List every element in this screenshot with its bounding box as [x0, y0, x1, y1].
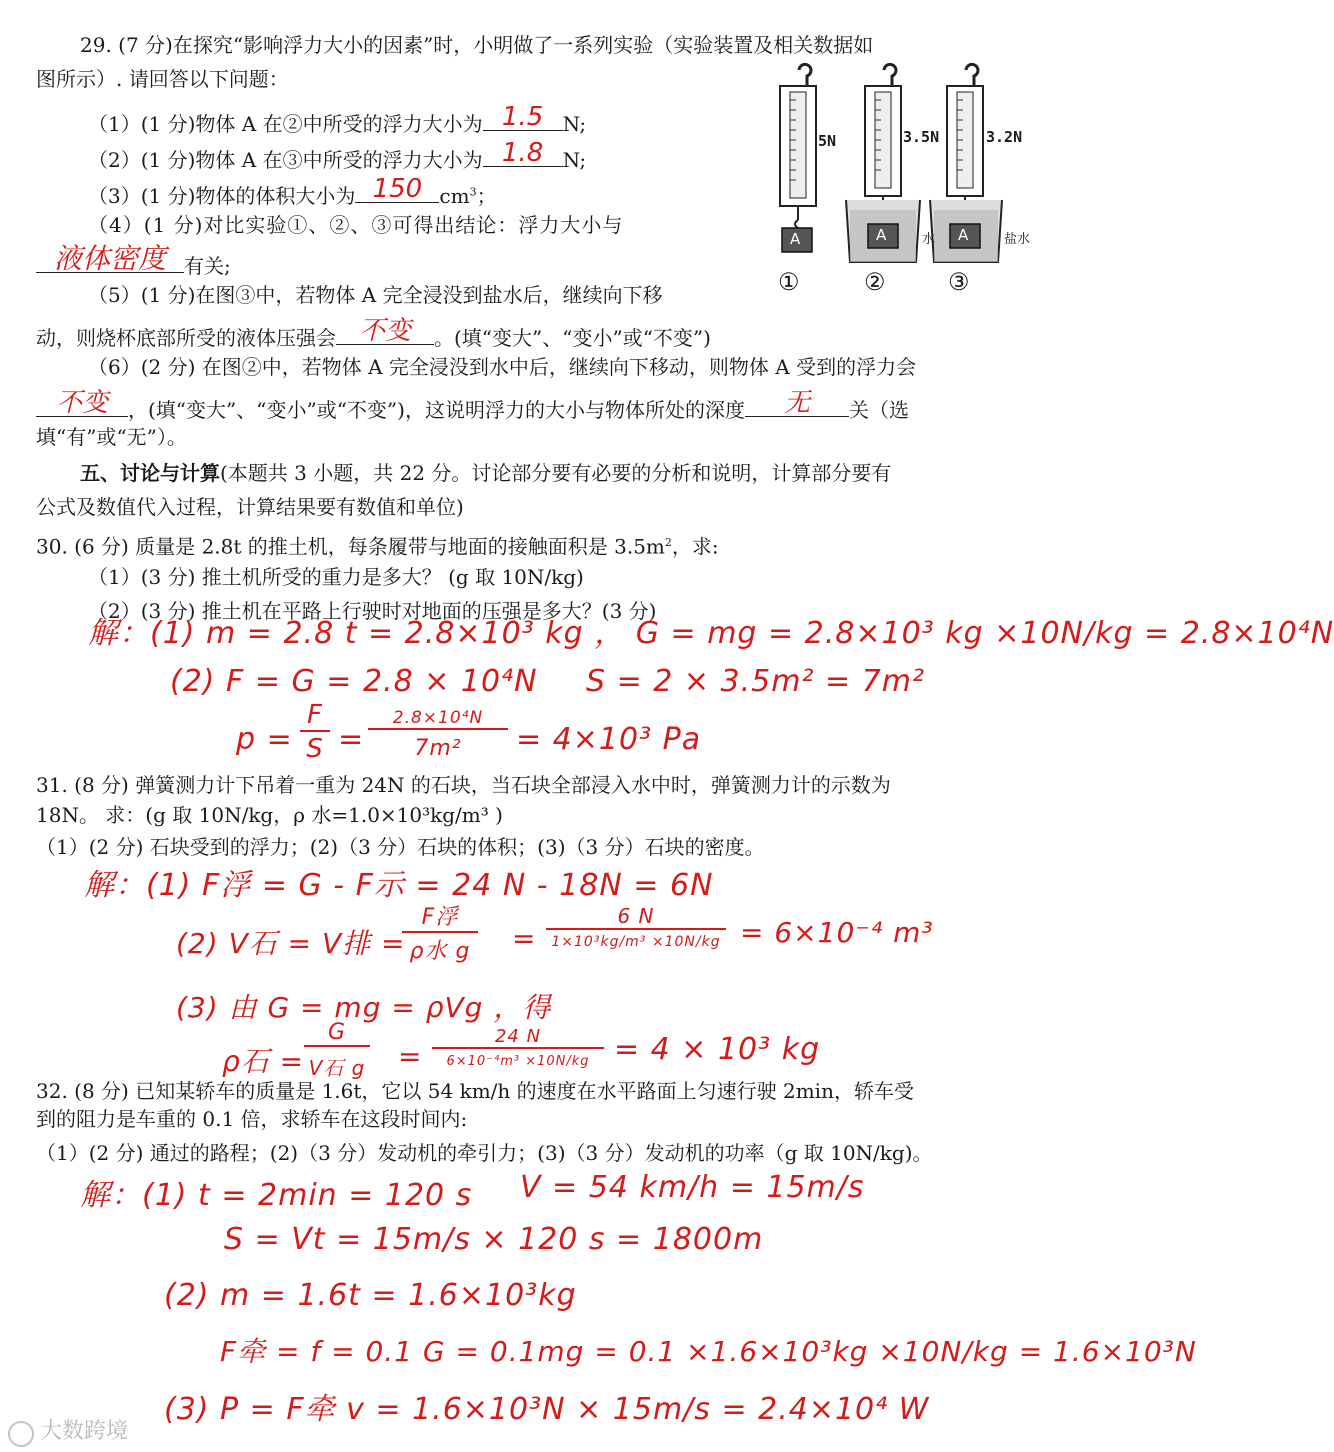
q29-sub6-text: ，(填“变大”、“变小”或“不变”)，这说明浮力的大小与物体所处的深度	[128, 398, 745, 422]
q29-sub5-line2	[36, 318, 711, 351]
q32-subs: （1）(2 分) 通过的路程；(2)（3 分）发动机的牵引力；(3)（3 分）发动机的功率（g 取 10N/kg)。	[36, 1141, 933, 1165]
q30-stem	[36, 530, 719, 560]
q29-sub5-tail: 。(填“变大”、“变小”或“不变”)	[434, 326, 711, 350]
q30-hw-eq: =	[338, 722, 365, 757]
q31-hw-frac4-num: 24 N	[432, 1026, 604, 1049]
q32-stem-line2: 到的阻力是车重的 0.1 倍，求轿车在这段时间内:	[36, 1107, 468, 1131]
q29-sub2-text: （2）(1 分)物体 A 在③中所受的浮力大小为	[88, 148, 483, 172]
q32-hw-line5: (3) P = F牵 v = 1.6×10³N × 15m/s = 2.4×10⁴ W	[164, 1392, 930, 1427]
q32-hw-line1: 解：(1) t = 2min = 120 s	[80, 1178, 473, 1213]
q31-hw-frac3-den: V石 g	[308, 1056, 366, 1080]
q29-sub3-tail: ；	[476, 184, 497, 208]
spring-scale-1	[780, 64, 816, 252]
q31-hw-frac3-num: G	[304, 1020, 370, 1047]
q30-hw-p-lhs: p =	[236, 722, 293, 757]
block-a-label-3: A	[958, 226, 969, 244]
q29-sub5-text: 动，则烧杯底部所受的液体压强会	[36, 326, 336, 350]
q29-sub1-answer: 1.5	[501, 102, 544, 132]
section5-title: 五、讨论与计算	[80, 461, 220, 485]
block-a-label-2: A	[876, 226, 887, 244]
q29-sub4-blank	[36, 242, 184, 275]
q29-sub6-line3: 填“有”或“无”）。	[36, 425, 187, 449]
q31-hw-frac1-den: ρ水 g	[409, 939, 471, 964]
q29-sub2-answer: 1.8	[501, 138, 544, 168]
q30-stem-text: 30. (6 分) 质量是 2.8t 的推土机，每条履带与地面的接触面积是 3.5m	[36, 534, 665, 559]
q29-stem-line2: 图所示）. 请回答以下问题：	[36, 67, 289, 91]
section5-desc-line2: 公式及数值代入过程，计算结果要有数值和单位)	[36, 495, 464, 519]
q31-stem-line1: 31. (8 分) 弹簧测力计下吊着一重为 24N 的石块，当石块全部浸入水中时，弹簧测力计的示数为	[36, 773, 891, 797]
watermark-text: 大数跨境	[40, 1419, 129, 1444]
q29-sub2-unit: N;	[562, 148, 587, 172]
spring-scale-figure	[766, 62, 1052, 302]
q30-stem-tail: ，求:	[671, 534, 719, 559]
q30-hw-line2: (2) F = G = 2.8 × 10⁴N	[170, 664, 538, 699]
q31-hw-v-lhs: (2) V石 = V排 =	[176, 927, 406, 960]
salt-water-label: 盐水	[1004, 232, 1031, 247]
section5-header	[80, 460, 891, 486]
q30-hw-frac2-num: 2.8×10⁴N	[368, 708, 508, 730]
q31-hw-line3: (3) 由 G = mg = ρVg ，得	[176, 991, 552, 1024]
q32-hw-line2: S = Vt = 15m/s × 120 s = 1800m	[224, 1222, 764, 1257]
q31-hw-frac2-den: 1×10³kg/m³ ×10N/kg	[551, 934, 721, 950]
q29-stem-line1: 29. (7 分)在探究“影响浮力大小的因素”时，小明做了一系列实验（实验装置及相关数据如	[80, 33, 874, 57]
q29-sub6-blank2	[745, 390, 849, 417]
q29-sub6-answer1: 不变	[55, 388, 108, 418]
scale3-reading: 3.2N	[986, 128, 1023, 146]
q29-sub3-unit: cm	[439, 184, 470, 208]
q30-sub2: （2）(3 分) 推土机在平路上行驶时对地面的压强是多大？(3 分)	[88, 599, 657, 623]
q32-stem-line1: 32. (8 分) 已知某轿车的质量是 1.6t，它以 54 km/h 的速度在水平路面上匀速行驶 2min，轿车受	[36, 1079, 914, 1103]
q31-stem-line2: 18N。 求：(g 取 10N/kg，ρ 水=1.0×10³kg/m³ )	[36, 803, 503, 827]
q30-sub1: （1）(3 分) 推土机所受的重力是多大？ (g 取 10N/kg)	[88, 565, 584, 589]
q32-hw-line3: (2) m = 1.6t = 1.6×10³kg	[164, 1278, 577, 1313]
watermark-logo-icon	[8, 1421, 34, 1447]
q29-sub1-unit: N;	[562, 112, 587, 136]
q29-sub6-answer2: 无	[783, 388, 810, 418]
q30-stem-sup: 2	[664, 536, 672, 549]
q29-sub3-blank	[355, 176, 439, 203]
q29-sub1-text: （1）(1 分)物体 A 在②中所受的浮力大小为	[88, 112, 483, 136]
q31-hw-eq1: =	[512, 922, 537, 955]
q32-hw-line1b: V = 54 km/h = 15m/s	[520, 1170, 865, 1205]
q31-hw-frac2-num: 6 N	[546, 904, 726, 930]
q32-hw-line4: F牵 = f = 0.1 G = 0.1mg = 0.1 ×1.6×10³kg ×10N/kg = 1.6×10³N	[220, 1335, 1197, 1368]
section5-desc-line1: (本题共 3 小题，共 22 分。讨论部分要有必要的分析和说明，计算部分要有	[220, 461, 892, 485]
q30-hw-line2b: S = 2 × 3.5m² = 7m²	[586, 664, 926, 699]
scale1-reading: 5N	[818, 132, 837, 150]
figure-number-2: ②	[864, 268, 886, 296]
q29-sub4-tail: 有关;	[184, 254, 231, 278]
q30-hw-line1: 解：(1) m = 2.8 t = 2.8×10³ kg ， G = mg = 2.8×10³ kg ×10N/kg = 2.8×10⁴N	[88, 616, 1334, 651]
q31-hw-volume-result: = 6×10⁻⁴ m³	[740, 916, 934, 949]
q29-sub1-blank	[483, 104, 563, 131]
figure-number-3: ③	[948, 268, 970, 296]
q29-sub4-answer: 液体密度	[53, 242, 166, 275]
figure-number-1: ①	[778, 268, 800, 296]
q29-sub3-unit-sup: 3	[469, 185, 477, 199]
watermark	[8, 1414, 128, 1447]
q30-hw-frac1-den: S	[306, 734, 324, 764]
q29-sub3-answer: 150	[372, 174, 423, 204]
q29-sub2	[88, 140, 586, 173]
q29-sub5-blank	[336, 318, 434, 345]
q31-hw-eq2: =	[398, 1040, 423, 1073]
q31-subs: （1）(2 分) 石块受到的浮力；(2)（3 分）石块的体积；(3)（3 分）石块的密度。	[36, 835, 765, 859]
q31-hw-rho-lhs: ρ石 =	[222, 1045, 305, 1078]
q30-hw-frac2-den: 7m²	[414, 736, 462, 761]
q29-sub1	[88, 104, 586, 137]
q30-hw-result: = 4×10³ Pa	[516, 722, 702, 757]
q29-sub6-line1: （6）(2 分) 在图②中，若物体 A 完全浸没到水中后，继续向下移动，则物体 A 受到的浮力会	[88, 355, 917, 379]
scale2-reading: 3.5N	[903, 128, 940, 146]
water-label: 水	[922, 232, 936, 247]
q29-sub6-tail: 关（选	[848, 398, 909, 422]
q31-hw-frac1-num: F浮	[402, 900, 478, 933]
q31-hw-frac4-den: 6×10⁻⁴m³ ×10N/kg	[446, 1054, 590, 1069]
block-a-label-1: A	[790, 230, 801, 248]
q29-sub3-text: （3）(1 分)物体的体积大小为	[88, 184, 356, 208]
q29-sub5-line1: （5）(1 分)在图③中，若物体 A 完全浸没到盐水后，继续向下移	[88, 283, 663, 307]
q29-sub2-blank	[483, 140, 563, 167]
q31-hw-density-result: = 4 × 10³ kg	[614, 1032, 821, 1067]
q29-sub6-line2	[36, 390, 909, 423]
q29-sub5-answer: 不变	[358, 316, 411, 346]
q29-sub4-line2	[36, 242, 231, 279]
q31-hw-line1: 解：(1) F浮 = G - F示 = 24 N - 18N = 6N	[84, 868, 714, 903]
q29-sub6-blank1	[36, 390, 128, 417]
q29-sub3	[88, 176, 497, 209]
q30-hw-frac1-num: F	[300, 700, 330, 732]
q29-sub4-text: （4）(1 分)对比实验①、②、③可得出结论：浮力大小与	[88, 213, 624, 237]
